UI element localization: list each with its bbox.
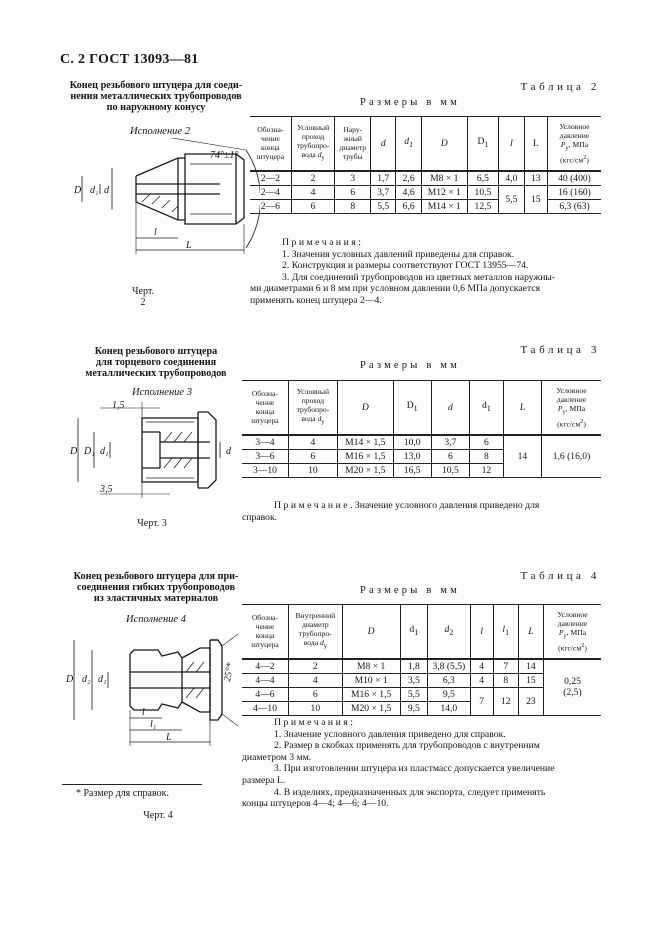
table-3-notes xyxy=(242,500,601,523)
title-line: Конец резьбового штуцера для соеди- xyxy=(69,80,243,91)
label-l1: l₁ xyxy=(150,719,157,730)
title-line: металлических трубопроводов xyxy=(85,368,227,379)
cell: 6 xyxy=(431,449,469,463)
cell: 10,5 xyxy=(431,463,469,477)
cell: 8 xyxy=(335,199,371,213)
col-header: L xyxy=(524,117,547,171)
table-2-caption: Таблица 2 xyxy=(520,81,600,93)
cell: М8 × 1 xyxy=(421,171,467,186)
label-l: l xyxy=(154,227,157,238)
cell: 3—10 xyxy=(242,463,288,477)
note: 3. Для соединений трубопроводов из цветных металлов наружны- xyxy=(282,271,556,283)
title-line: по наружному конусу xyxy=(106,102,206,113)
cell: М8 × 1 xyxy=(342,659,400,674)
title-line: из эластичных материалов xyxy=(93,593,219,604)
cell: 10 xyxy=(289,701,343,715)
table-3-dims: Размеры в мм xyxy=(359,360,460,371)
cell: 12 xyxy=(493,687,518,715)
cell: 3—6 xyxy=(242,449,288,463)
label-top: 1,5 xyxy=(112,400,125,411)
col-header: $d_1$ xyxy=(396,117,421,171)
cell: М20 × 1,5 xyxy=(342,701,400,715)
label-d: d xyxy=(104,185,109,196)
cell: 14 xyxy=(503,435,541,478)
col-header: Нару- жный диаметр трубы xyxy=(335,117,371,171)
cell: 4—10 xyxy=(242,701,289,715)
cell: 2—6 xyxy=(250,199,291,213)
col-header: L xyxy=(503,381,541,435)
page-header: С. 2 ГОСТ 13093—81 xyxy=(60,52,199,67)
cell: 6 xyxy=(291,199,335,213)
cell: 2—4 xyxy=(250,185,291,199)
label-d1: d₁ xyxy=(90,185,99,196)
label-d1: d₁ xyxy=(98,674,107,685)
table-row xyxy=(242,435,601,450)
figure-3-caption: Черт. 3 xyxy=(137,518,167,529)
cell: 1,8 xyxy=(400,659,427,674)
note: 4. В изделиях, предназначенных для экспорта, следует применять xyxy=(274,786,546,798)
note: диаметром 3 мм. xyxy=(242,751,312,763)
cell: 4,6 xyxy=(396,185,421,199)
col-header: $l_1$ xyxy=(493,605,518,659)
cell: 14,0 xyxy=(428,701,471,715)
col-header: Условное давление $P_у$, МПа $(кгс/см^2)$ xyxy=(541,381,601,435)
cell: 4 xyxy=(288,435,337,450)
cell: 6 xyxy=(469,435,503,450)
col-header: l xyxy=(499,117,524,171)
cell: 6 xyxy=(289,687,343,701)
col-header: L xyxy=(518,605,543,659)
table-3-caption: Таблица 3 xyxy=(520,344,600,356)
cell: 5,5 xyxy=(371,199,396,213)
cell: 13,0 xyxy=(393,449,431,463)
cell: 2 xyxy=(289,659,343,674)
cell: 8 xyxy=(493,673,518,687)
drawing-2 xyxy=(60,138,260,288)
cell: 3,8 (5,5) xyxy=(428,659,471,674)
variant-3-label: Исполнение 3 xyxy=(132,387,192,398)
note: 1. Значения условных давлений приведены для справок. xyxy=(282,248,515,260)
cell: 2,6 xyxy=(396,171,421,186)
cell: 14 xyxy=(518,659,543,674)
label-d1: d₁ xyxy=(100,446,109,457)
title-line: соединения гибких трубопроводов xyxy=(77,582,235,593)
cell: 6,3 (63) xyxy=(548,199,602,213)
title-line: Конец резьбового штуцера xyxy=(94,346,218,357)
table-4-dims: Размеры в мм xyxy=(359,585,460,596)
section-2-title xyxy=(62,80,250,113)
note: . Значение условного давления приведено для xyxy=(350,500,540,511)
note: 2. Размер в скобках применять для трубопроводов с внутренним xyxy=(274,740,540,752)
caption-line: Черт. xyxy=(132,286,154,297)
col-header: Обозна- чение конца штуцера xyxy=(242,605,289,659)
note: справок. xyxy=(242,511,278,523)
figure-4-caption: Черт. 4 xyxy=(143,810,173,821)
cell: 3,5 xyxy=(400,673,427,687)
cell: 10 xyxy=(288,463,337,477)
cell: 3,7 xyxy=(431,435,469,450)
cell: 7 xyxy=(470,687,493,715)
note: 2. Конструкция и размеры соответствуют ГОСТ 13955—74. xyxy=(282,260,529,272)
section-4-title xyxy=(62,571,250,604)
cell: 3,7 xyxy=(371,185,396,199)
col-header: Условный проход трубопро- вода $d_у$ xyxy=(288,381,337,435)
col-header: $D_1$ xyxy=(393,381,431,435)
cell: 16,5 xyxy=(393,463,431,477)
label-L: L xyxy=(166,732,172,743)
table-row xyxy=(242,659,601,674)
col-header: D xyxy=(337,381,393,435)
label-D: D xyxy=(66,674,74,685)
col-header: Условный проход трубопро- вода $d_у$ xyxy=(291,117,335,171)
table-4 xyxy=(242,604,601,716)
col-header: D xyxy=(342,605,400,659)
cell: 4—6 xyxy=(242,687,289,701)
label-angle: 25°* xyxy=(222,661,237,683)
table-4-notes xyxy=(242,717,601,810)
cell: М14 × 1 xyxy=(421,199,467,213)
cell: 4 xyxy=(289,673,343,687)
cell: 6,6 xyxy=(396,199,421,213)
note-label: Примечание xyxy=(274,500,351,511)
cell: 1,6 (16,0) xyxy=(541,435,601,478)
figure-2-caption xyxy=(118,286,168,308)
table-4-caption: Таблица 4 xyxy=(520,570,600,582)
label-D: D xyxy=(74,185,82,196)
cell: 4 xyxy=(470,673,493,687)
section-3-title xyxy=(62,346,250,379)
cell: 0,25 (2,5) xyxy=(544,659,602,716)
note: 1. Значение условного давления приведено для справок. xyxy=(274,728,506,740)
cell: 40 (400) xyxy=(548,171,602,186)
label-d2: d₂ xyxy=(82,674,91,685)
table-2-dims: Размеры в мм xyxy=(359,97,460,108)
col-header: l xyxy=(470,605,493,659)
label-L: L xyxy=(186,240,192,251)
note: применять конец штуцера 2—4. xyxy=(250,294,382,306)
cell: М12 × 1 xyxy=(421,185,467,199)
variant-4-label: Исполнение 4 xyxy=(126,614,186,625)
note: концы штуцеров 4—4; 4—6; 4—10. xyxy=(242,798,389,810)
caption-line: 2 xyxy=(140,297,146,308)
col-header: Условное давление $P_у$, МПа $(кгс/см^2)$ xyxy=(544,605,602,659)
label-D1: D₁ xyxy=(84,446,95,457)
col-header: $d_1$ xyxy=(400,605,427,659)
col-header: Обозна- чение конца штуцера xyxy=(250,117,291,171)
cell: 3 xyxy=(335,171,371,186)
cell: 2—2 xyxy=(250,171,291,186)
cell: 1,7 xyxy=(371,171,396,186)
label-d: d xyxy=(226,446,231,457)
cell: М16 × 1,5 xyxy=(337,449,393,463)
footnote: * Размер для справок. xyxy=(76,788,169,799)
cell: 16 (160) xyxy=(548,185,602,199)
label-D: D xyxy=(70,446,78,457)
notes-title: Примечания: xyxy=(274,717,356,728)
col-header: $d_2$ xyxy=(428,605,471,659)
cell: 13 xyxy=(524,171,547,186)
cell: 2 xyxy=(291,171,335,186)
title-line: для торцевого соединения xyxy=(95,357,217,368)
cell: 9,5 xyxy=(400,701,427,715)
table-row xyxy=(250,199,601,213)
title-line: Конец резьбового штуцера для при- xyxy=(73,571,239,582)
cell: 23 xyxy=(518,687,543,715)
note: ми диаметрами 6 и 8 мм при условном давлении 0,6 МПа допускается xyxy=(250,283,541,295)
drawing-4 xyxy=(60,622,250,752)
table-row xyxy=(250,185,601,199)
col-header: Условное давление $P_у$, МПа $(кгс/см^2)$ xyxy=(548,117,602,171)
col-header: d xyxy=(431,381,469,435)
title-line: нения металлических трубопроводов xyxy=(70,91,242,102)
table-row xyxy=(250,171,601,186)
cell: 6,3 xyxy=(428,673,471,687)
cell: 4 xyxy=(291,185,335,199)
col-header: $D_1$ xyxy=(467,117,499,171)
label-l: l xyxy=(142,707,145,718)
cell: 5,5 xyxy=(499,185,524,213)
cell: 5,5 xyxy=(400,687,427,701)
cell: 10,0 xyxy=(393,435,431,450)
col-header: $d_1$ xyxy=(469,381,503,435)
cell: 4—2 xyxy=(242,659,289,674)
cell: М16 × 1,5 xyxy=(342,687,400,701)
label-bottom: 3,5 xyxy=(100,484,113,495)
table-3 xyxy=(242,380,601,478)
cell: 12,5 xyxy=(467,199,499,213)
cell: 15 xyxy=(518,673,543,687)
footnote-rule xyxy=(62,784,202,785)
cell: 4—4 xyxy=(242,673,289,687)
cell: 9,5 xyxy=(428,687,471,701)
variant-2-label: Исполнение 2 xyxy=(130,126,190,137)
table-2 xyxy=(250,116,601,214)
cell: 4,0 xyxy=(499,171,524,186)
col-header: Обозна- чение конца штуцера xyxy=(242,381,288,435)
cell: 8 xyxy=(469,449,503,463)
note: размера L. xyxy=(242,774,286,786)
label-angle: 74°±1° xyxy=(210,150,239,161)
cell: 10,5 xyxy=(467,185,499,199)
cell: М14 × 1,5 xyxy=(337,435,393,450)
col-header: Внутренний диаметр трубопро- вода $d_у$ xyxy=(289,605,343,659)
cell: 3—4 xyxy=(242,435,288,450)
col-header: D xyxy=(421,117,467,171)
note: 3. При изготовлении штуцера из пластмасс допускается увеличение xyxy=(274,763,555,775)
table-2-notes xyxy=(250,237,601,307)
cell: 15 xyxy=(524,185,547,213)
cell: 6 xyxy=(288,449,337,463)
drawing-3 xyxy=(60,398,250,508)
cell: М10 × 1 xyxy=(342,673,400,687)
col-header: d xyxy=(371,117,396,171)
notes-title: Примечания: xyxy=(282,237,364,248)
cell: 12 xyxy=(469,463,503,477)
cell: М20 × 1,5 xyxy=(337,463,393,477)
cell: 4 xyxy=(470,659,493,674)
cell: 7 xyxy=(493,659,518,674)
cell: 6 xyxy=(335,185,371,199)
cell: 6,5 xyxy=(467,171,499,186)
